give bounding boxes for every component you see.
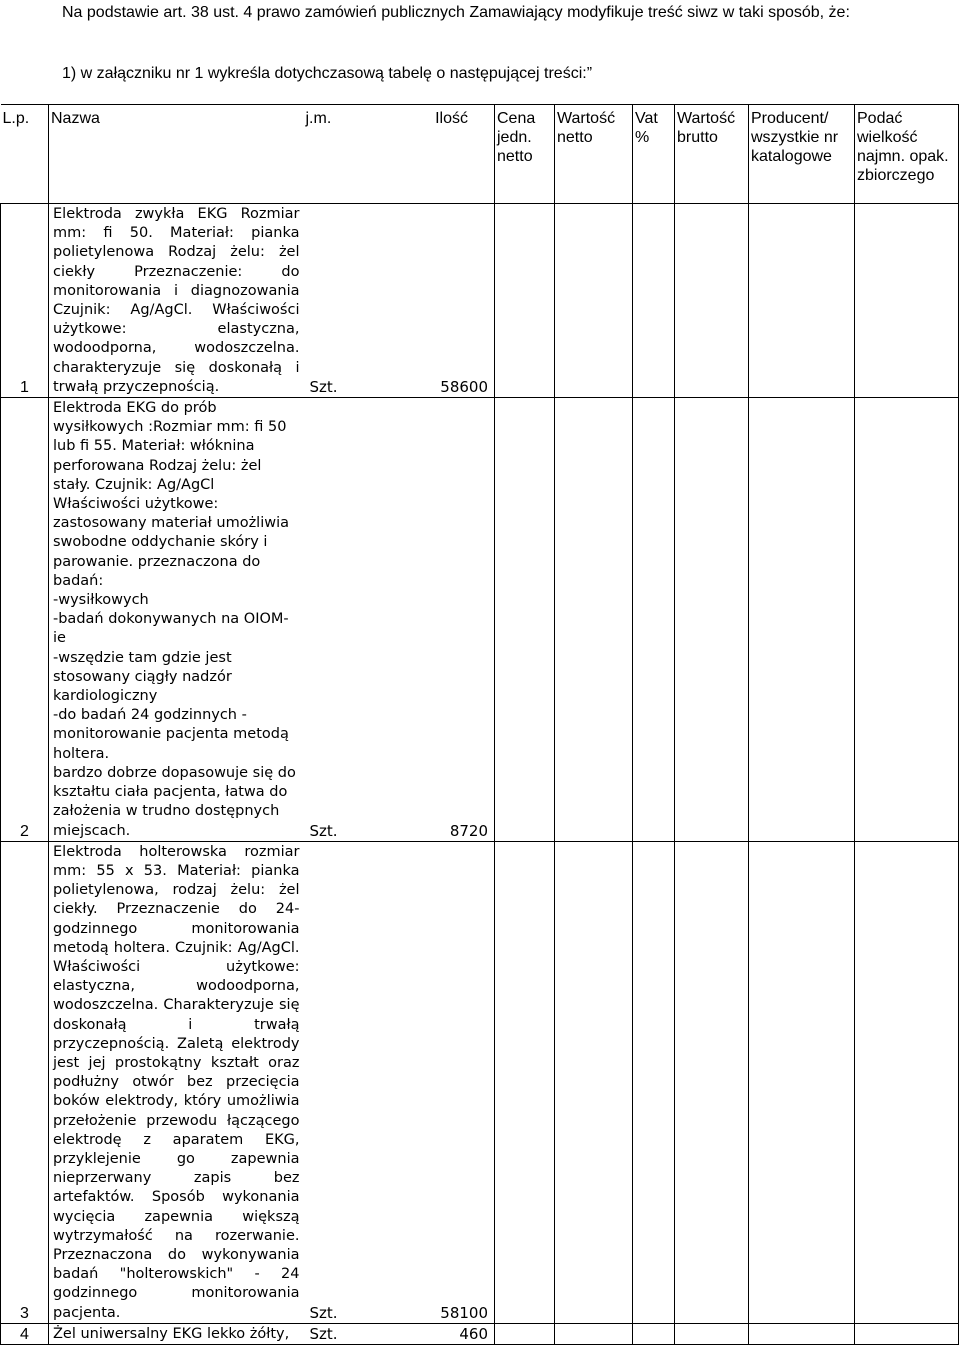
intro-paragraph: Na podstawie art. 38 ust. 4 prawo zamówień publicznych Zamawiający modyfikuje treść siwz w taki sposób, że: [62, 4, 850, 21]
header-unit: j.m. [304, 105, 364, 204]
description-text: -badań dokonywanych na OIOM-ie [53, 611, 289, 647]
row-gross-value-cell [675, 204, 749, 398]
header-producer: Producent/ wszystkie nr katalogowe [749, 105, 855, 204]
row-description [49, 204, 304, 398]
row-package-size-cell [855, 204, 959, 398]
row-gross-value-cell [675, 841, 749, 1323]
row-unit-price-cell [495, 841, 555, 1323]
row-producer-cell [749, 398, 855, 842]
description-text: -wszędzie tam gdzie jest stosowany ciągły nadzór kardiologiczny [53, 649, 232, 705]
row-unit-price-cell [495, 204, 555, 398]
row-unit: Szt. [304, 204, 364, 398]
row-package-size-cell [855, 841, 959, 1323]
row-net-value-cell [555, 841, 633, 1323]
row-net-value-cell [555, 204, 633, 398]
row-description [49, 398, 304, 842]
header-net-value: Wartość netto [555, 105, 633, 204]
row-gross-value-cell [675, 398, 749, 842]
row-vat-cell [633, 841, 675, 1323]
header-lp: L.p. [1, 105, 49, 204]
row-vat-cell [633, 204, 675, 398]
row-producer-cell [749, 1323, 855, 1344]
row-package-size-cell [855, 1323, 959, 1344]
table-row [1, 398, 959, 842]
table-row [1, 1323, 959, 1344]
table-header-row [1, 105, 959, 204]
description-text: Elektroda zwykła EKG Rozmiar mm: fi 50. Materiał: pianka polietylenowa Rodzaj żelu: żel ciekły Przeznaczenie: do monitorowania i diagnozowania Czujnik: Ag/AgCl. Właściwości użytkowe: elastyczna, wodoodporna, wodoszczelna. charakteryzuje się doskonałą i trwałą przyczepnością. [53, 206, 300, 395]
row-number: 2 [1, 398, 49, 842]
row-producer-cell [749, 204, 855, 398]
row-package-size-cell [855, 398, 959, 842]
description-text: Elektroda holterowska rozmiar mm: 55 x 53. Materiał: pianka polietylenowa, rodzaj żelu: żel ciekły. Przeznaczenie do 24-godzinnego monitorowania metodą holtera. Czujnik: Ag/AgCl. Właściwości użytkowe: elastyczna, wodoodporna, wodoszczelna. Charakteryzuje się doskonałą i trwałą przyczepnością. Zaletą elektrody jest jej prostokątny kształt oraz podłużny otwór bez przecięcia boków elektrody, który umożliwia przełożenie przewodu łączącego elektrodę z aparatem EKG, przyklejenie go zapewnia nieprzerwany zapis bez artefaktów. Sposób wykonania wycięcia zapewnia większą wytrzymałość na rozerwanie. Przeznaczona do wykonywania badań "holterowskich" - 24 godzinnego monitorowania pacjenta. [53, 843, 300, 1321]
row-quantity: 460 [364, 1323, 495, 1344]
row-quantity: 58600 [364, 204, 495, 398]
row-quantity: 58100 [364, 841, 495, 1323]
header-quantity: Ilość [364, 105, 495, 204]
row-number: 3 [1, 841, 49, 1323]
table-row [1, 204, 959, 398]
description-text: -do badań 24 godzinnych - monitorowanie pacjenta metodą holtera. [53, 707, 289, 762]
header-vat: Vat % [633, 105, 675, 204]
description-text: Elektroda EKG do prób wysiłkowych :Rozmiar mm: fi 50 lub fi 55. Materiał: włóknina perforowana Rodzaj żelu: żel stały. Czujnik: Ag/AgCl Właściwości użytkowe: zastosowany materiał umożliwia swobodne oddychanie skóry i parowanie. przeznaczona do badań: [53, 400, 290, 589]
row-net-value-cell [555, 398, 633, 842]
row-unit-price-cell [495, 1323, 555, 1344]
row-producer-cell [749, 841, 855, 1323]
header-gross-value: Wartość brutto [675, 105, 749, 204]
row-net-value-cell [555, 1323, 633, 1344]
row-unit: Szt. [304, 841, 364, 1323]
row-number: 4 [1, 1323, 49, 1344]
row-description [49, 841, 304, 1323]
product-table [0, 104, 959, 1345]
description-text: -wysiłkowych [53, 592, 149, 609]
description-text: Żel uniwersalny EKG lekko żółty, [53, 1325, 290, 1342]
row-description [49, 1323, 304, 1344]
intro-item-1: 1) w załączniku nr 1 wykreśla dotychczasową tabelę o następującej treści:” [62, 65, 593, 82]
row-number: 1 [1, 204, 49, 398]
row-gross-value-cell [675, 1323, 749, 1344]
header-package-size: Podać wielkość najmn. opak. zbiorczego [855, 105, 959, 204]
row-unit: Szt. [304, 1323, 364, 1344]
header-name: Nazwa [49, 105, 304, 204]
row-vat-cell [633, 398, 675, 842]
description-text: bardzo dobrze dopasowuje się do kształtu ciała pacjenta, łatwa do założenia w trudno dostępnych miejscach. [53, 764, 296, 839]
row-unit: Szt. [304, 398, 364, 842]
row-quantity: 8720 [364, 398, 495, 842]
table-row [1, 841, 959, 1323]
header-unit-price: Cena jedn. netto [495, 105, 555, 204]
row-vat-cell [633, 1323, 675, 1344]
row-unit-price-cell [495, 398, 555, 842]
